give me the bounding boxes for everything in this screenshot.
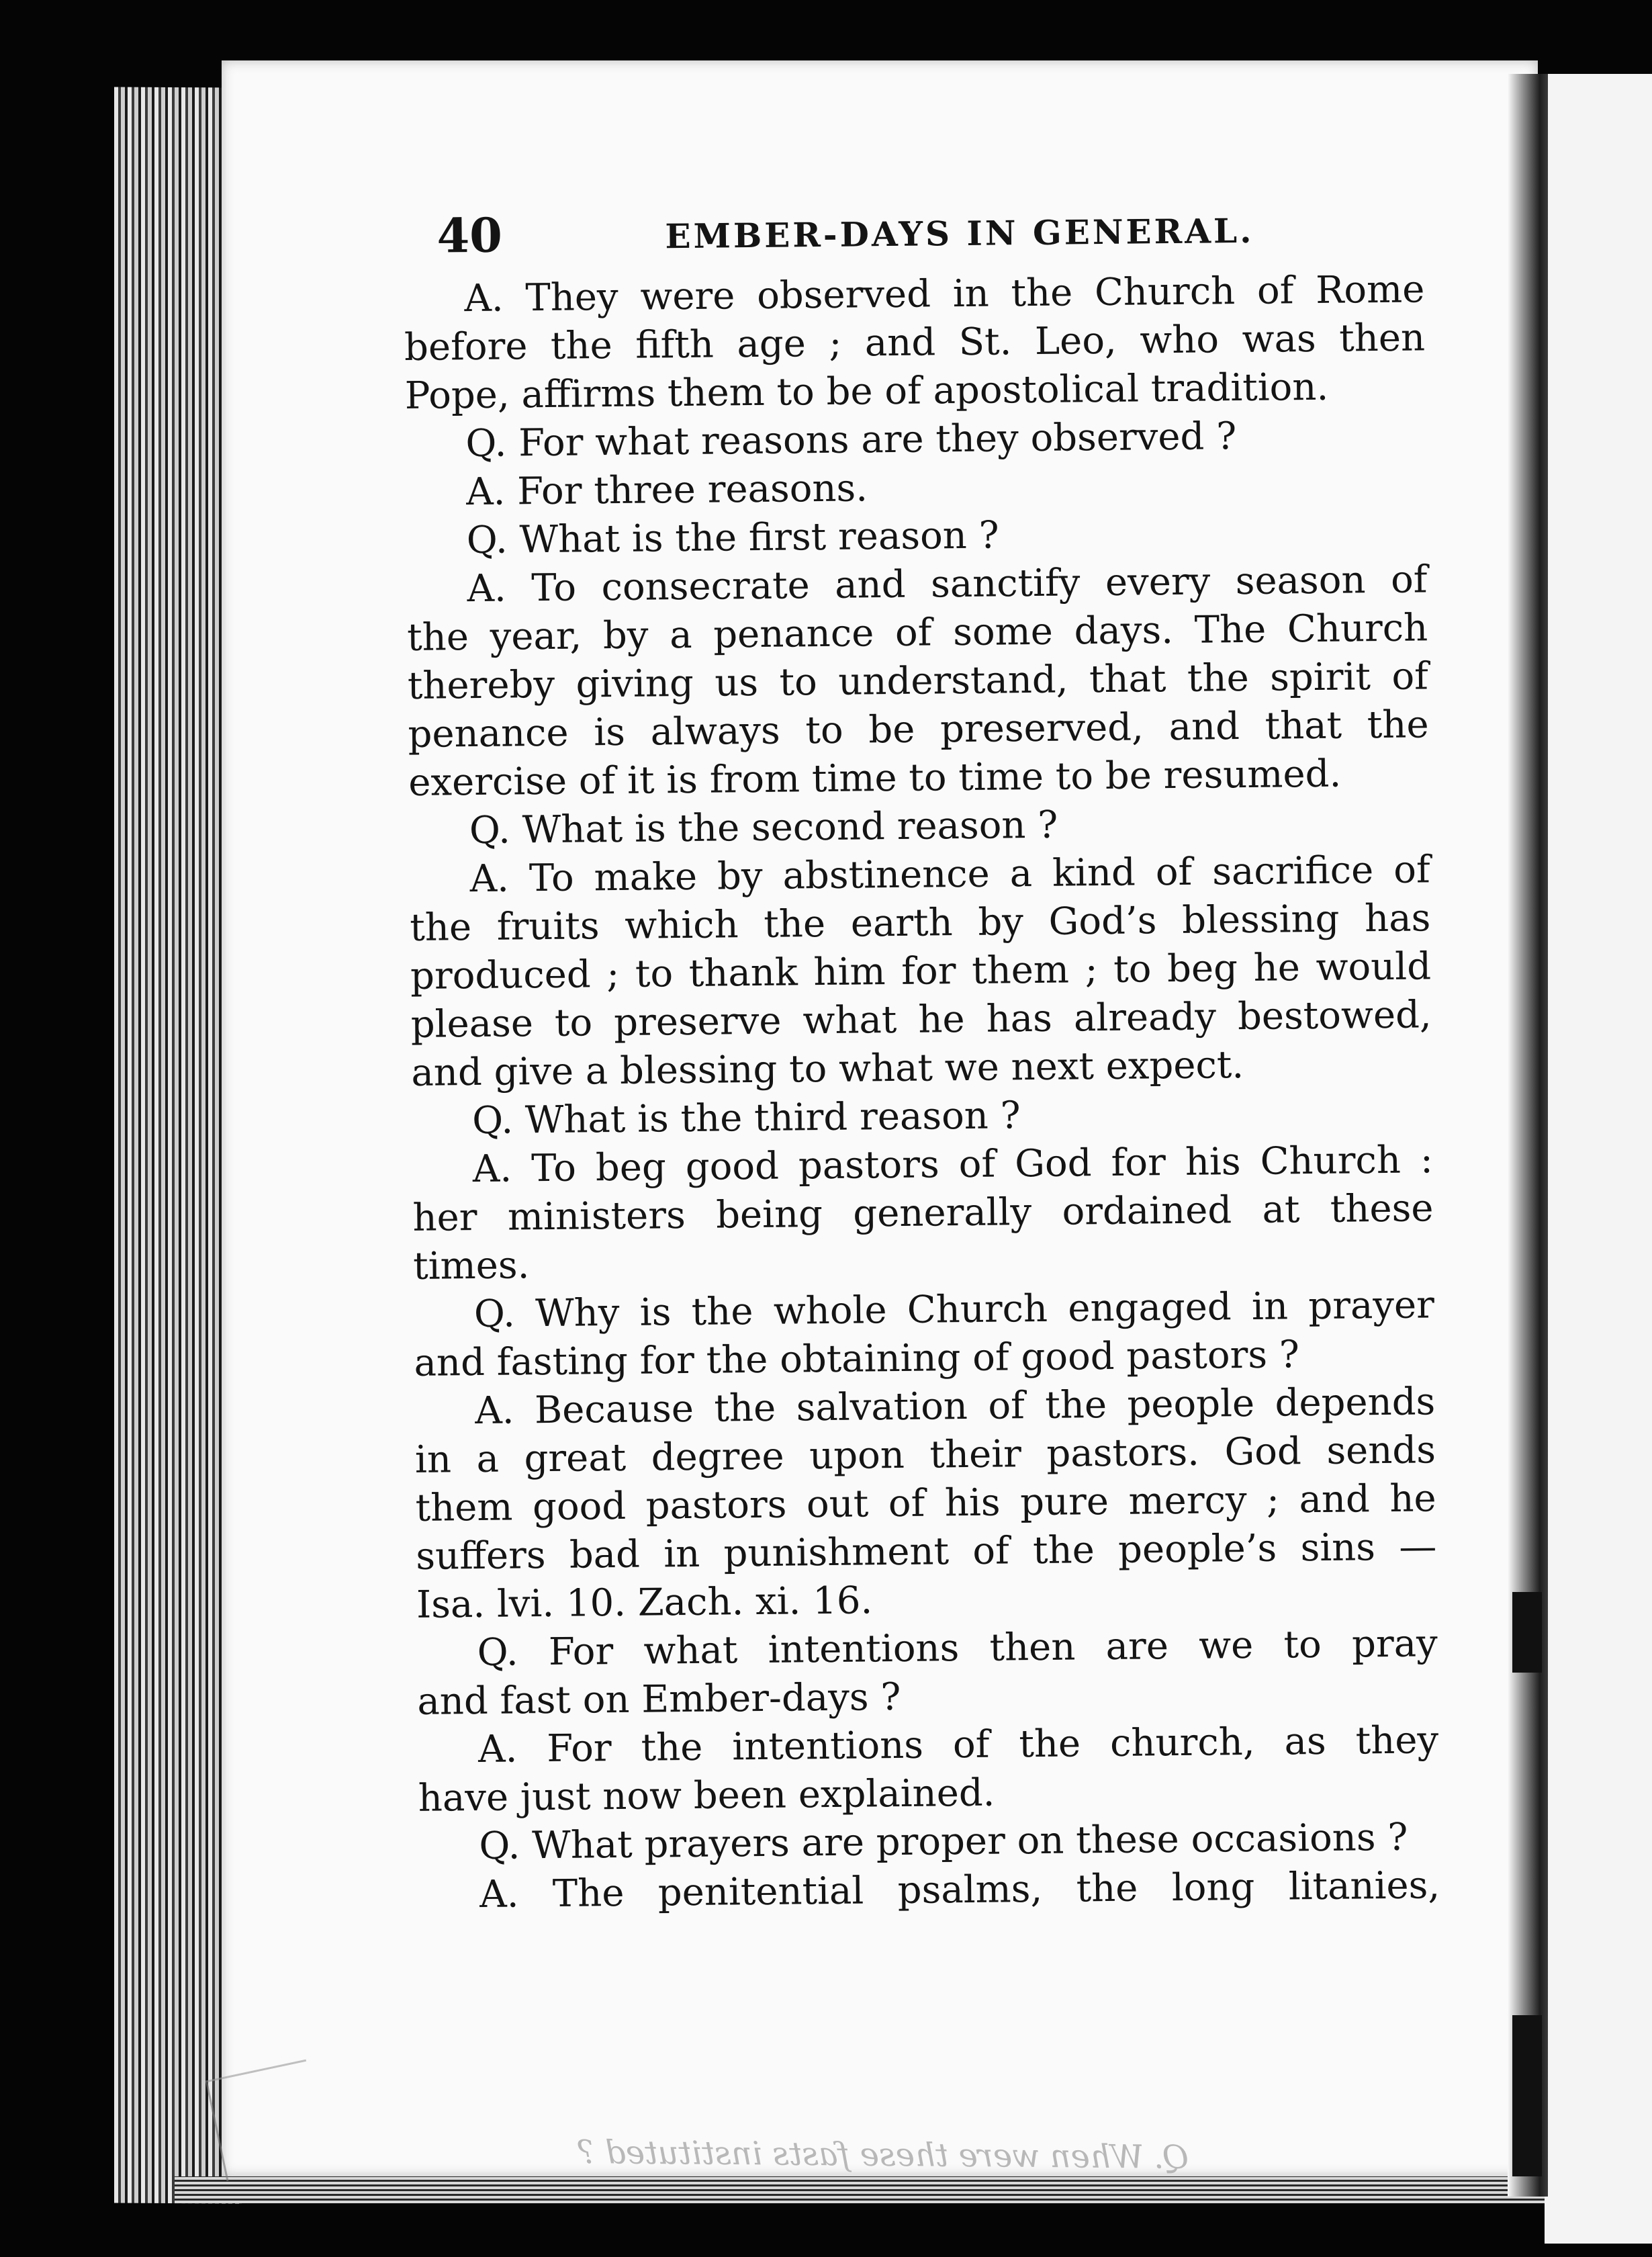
text-line: the year, by a penance of some days. The Church	[406, 606, 1428, 660]
text-line: Q. What is the second reason ?	[469, 803, 1058, 853]
text-line: Q. What prayers are proper on these occasions ?	[479, 1815, 1408, 1869]
text-line: A. Because the salvation of the people depends	[474, 1380, 1436, 1433]
text-line: A. To beg good pastors of God for his Church :	[472, 1138, 1434, 1192]
text-line: Q. Why is the whole Church engaged in prayer	[473, 1283, 1435, 1337]
text-line: A. For the intentions of the church, as they	[477, 1718, 1439, 1772]
text-line: Q. For what intentions then are we to pray	[477, 1622, 1438, 1675]
text-line: and fasting for the obtaining of good pastors ?	[414, 1333, 1300, 1385]
text-line: in a great degree upon their pastors. God sends	[414, 1428, 1436, 1482]
running-head	[403, 191, 1424, 275]
text-line: Q. What is the first reason ?	[466, 513, 999, 563]
text-line: Pope, affirms them to be of apostolical tradition.	[404, 365, 1329, 418]
book-gutter	[1508, 74, 1548, 2197]
text-line: produced ; to thank him for them ; to beg he would	[410, 944, 1432, 998]
text-line: and give a blessing to what we next expect.	[411, 1043, 1244, 1095]
gutter-mark-upper	[1512, 1592, 1542, 1673]
body-text	[404, 265, 1440, 1919]
text-line: please to preserve what he has already bestowed,	[410, 993, 1432, 1047]
text-line: penance is always to be preserved, and that the	[408, 703, 1429, 756]
text-line: thereby giving us to understand, that the spirit of	[407, 654, 1429, 708]
gutter-mark-lower	[1512, 2015, 1542, 2176]
text-line: exercise of it is from time to time to be resumed.	[408, 752, 1342, 805]
text-line: before the fifth age ; and St. Leo, who was then	[404, 316, 1426, 369]
text-line: them good pastors out of his pure mercy ; and he	[415, 1476, 1436, 1530]
text-line: have just now been explained.	[418, 1771, 995, 1820]
page-bottom-edges	[175, 2176, 1545, 2203]
bleed-through-text: Q. When were these fasts instituted ?	[577, 2133, 1189, 2176]
text-line: Isa. lvi. 10. Zach. xi. 16.	[416, 1579, 873, 1627]
facing-page-sliver	[1545, 74, 1652, 2244]
text-line: times.	[412, 1243, 530, 1288]
text-line: A. The penitential psalms, the long litanies,	[479, 1863, 1440, 1917]
text-line: and fast on Ember-days ?	[417, 1675, 901, 1724]
text-line: A. For three reasons.	[465, 466, 868, 515]
text-block	[403, 191, 1440, 1919]
text-line: A. To make by abstinence a kind of sacrifice of	[469, 848, 1430, 901]
page-number: 40	[437, 207, 503, 264]
folded-corner	[205, 2060, 327, 2181]
text-line: the fruits which the earth by God’s blessing has	[410, 896, 1431, 950]
running-head-title: EMBER-DAYS IN GENERAL.	[665, 210, 1254, 257]
text-line: Q. What is the third reason ?	[471, 1094, 1021, 1143]
text-line: her ministers being generally ordained at these	[412, 1186, 1434, 1240]
text-line: Q. For what reasons are they observed ?	[465, 414, 1237, 466]
text-line: suffers bad in punishment of the people’s sins —	[416, 1525, 1437, 1579]
text-line: A. They were observed in the Church of Rome	[464, 267, 1425, 321]
text-line: A. To consecrate and sanctify every season of	[467, 558, 1428, 611]
